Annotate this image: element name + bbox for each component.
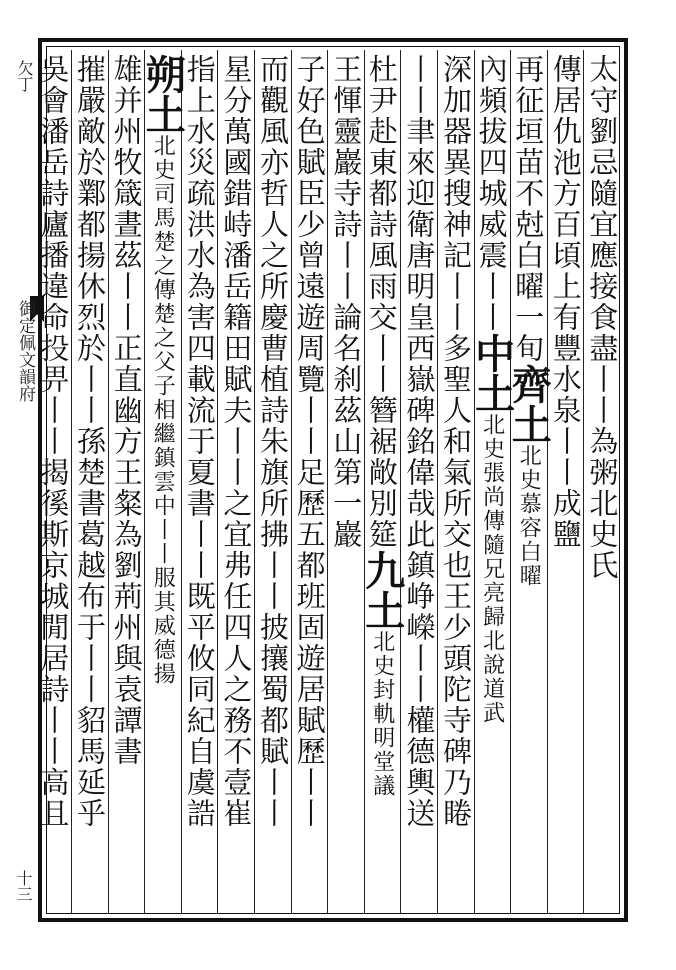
page-number: 十三: [14, 870, 33, 902]
text-column: [400, 54, 437, 914]
column-text: 再征垣苗不尅白曜一旬: [511, 54, 546, 364]
column-text: 指上水災疏洪水為害四載流于夏書丨丨既平攸同紀自虞誥: [182, 54, 217, 829]
text-column: [217, 54, 254, 914]
text-column: [468, 54, 516, 914]
text-column: [505, 54, 553, 914]
text-column: [71, 54, 108, 914]
column-text: 星分萬國錯峙潘岳籍田賦夫丨丨之宜弗任四人之務不壹崔: [219, 54, 254, 829]
column-text: 深加器異搜神記丨丨多聖人和氣所交也王少頭陀寺碑乃睠: [439, 54, 473, 829]
text-column: [108, 54, 145, 914]
column-text: 而觀風亦哲人之所慶曹植詩朱旗所拂丨丨披攘蜀都賦丨丨: [256, 54, 290, 829]
text-column: [254, 54, 291, 914]
column-text: 摧嚴敵於鄴都揚休烈於丨丨孫楚書葛越布于丨丨貂馬延乎: [73, 54, 107, 829]
headword: 九土: [358, 550, 406, 630]
text-column: [327, 54, 364, 914]
margin-top-mark: 欠丁: [15, 60, 34, 92]
headword: 朔土: [139, 54, 187, 134]
text-column: [583, 54, 620, 914]
column-text: 丨丨聿來迎衛唐明皇西嶽碑銘偉哉此鎮峥嶸丨丨權德輿送: [402, 54, 437, 829]
column-text: 子好色賦臣少曾遠遊周覽丨丨足歷五都班固遊居賦歷丨丨: [292, 54, 327, 829]
column-text: 吳會潘岳詩廬播違命投畀丨丨揭徯斯京城閒居詩丨丨高且: [36, 54, 71, 829]
text-column: [181, 54, 218, 914]
text-column: [34, 54, 71, 914]
column-text: 杜尹赴東都詩風雨交丨丨簪裾敞別筵: [364, 54, 399, 550]
headword: 中土: [468, 333, 516, 413]
column-text: 王惲靈巖寺詩丨丨論名刹茲山第一巖: [329, 54, 364, 550]
headword: 齊土: [505, 364, 553, 444]
text-column: [358, 54, 406, 914]
text-column: [139, 54, 187, 914]
column-text: 傳居仇池方百頃上有豐水泉丨丨成鹽: [548, 54, 583, 550]
annotation-text: 北史慕容白曜: [516, 444, 542, 588]
text-column: [291, 54, 328, 914]
annotation-text: 北史司馬楚之傳楚之父子相繼鎮雲中丨丨服其威德揚: [150, 134, 176, 686]
column-text: 內頻拔四城威震丨丨: [474, 54, 509, 333]
text-column: [437, 54, 474, 914]
annotation-text: 北史封軌明堂議: [369, 630, 395, 798]
text-column: [547, 54, 584, 914]
book-title: 御定佩文韻府: [15, 300, 35, 402]
annotation-text: 北史張尚傳隨兄亮歸北說道武: [479, 413, 505, 725]
column-text: 雄并州牧箴晝茲丨丨正直幽方王粲為劉荊州與袁譚書: [109, 54, 144, 767]
column-text: 太守劉忌隨宜應接食盡丨丨為粥北史氏: [585, 54, 620, 581]
